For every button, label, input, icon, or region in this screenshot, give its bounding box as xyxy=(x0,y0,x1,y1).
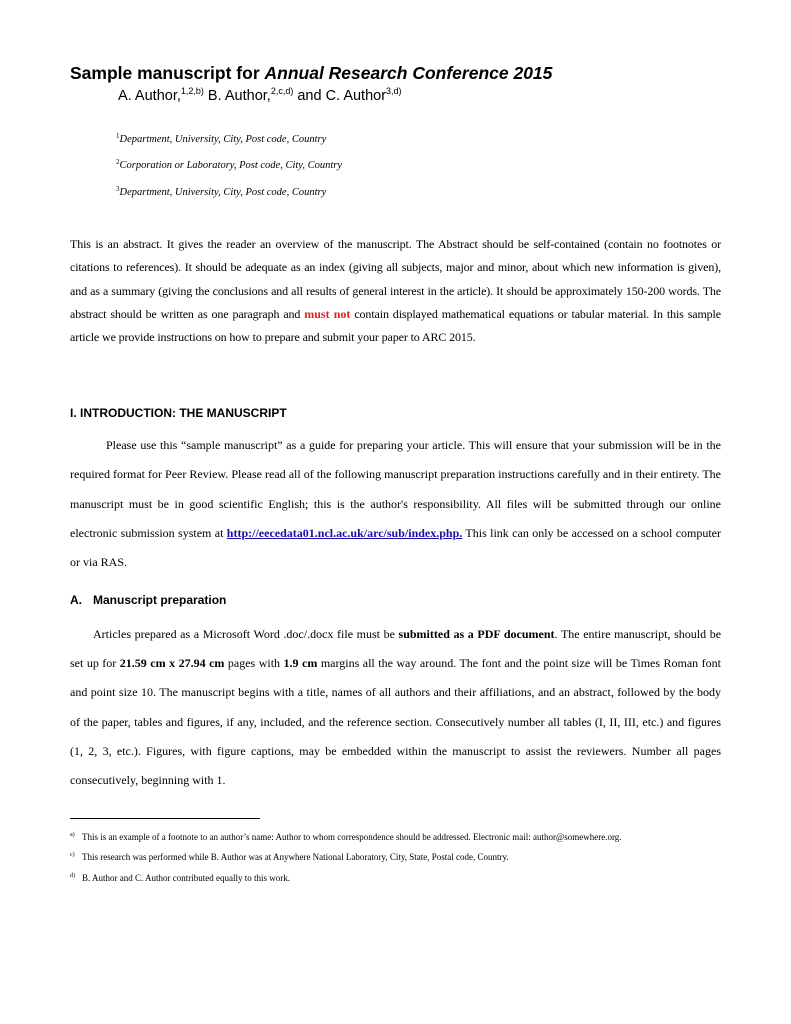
footnote-text: B. Author and C. Author contributed equally to this work. xyxy=(82,873,290,883)
affiliation-marker: 3 xyxy=(116,185,120,193)
affiliation-marker: 2 xyxy=(116,158,120,166)
affiliation-3 xyxy=(116,187,326,198)
prep-bold-margin: 1.9 cm xyxy=(283,656,318,671)
prep-text: margins all the way around. The font and the point size will be Times Roman font and point size 10. The manuscript begins with a title, names of all authors and their affiliations, and an abstract, followed by the body of the paper, tables and figures, if any, included, and the reference section. Consecutively number all tables (I, II, III, etc.) and figures (1, 2, 3, etc.). Figures, with figure captions, may be embedded within the manuscript to assist the reviewers. Number all pages consecutively, beginning with 1. xyxy=(70,656,721,788)
intro-text-end: This link can only be accessed on a school computer or via RAS. xyxy=(70,525,722,570)
title-italic: Annual Research Conference 2015 xyxy=(264,63,553,83)
affiliation-2 xyxy=(116,160,342,171)
prep-bold-pdf: submitted as a PDF document xyxy=(398,627,555,641)
abstract xyxy=(70,233,721,349)
intro-text: Please use this “sample manuscript” as a guide for preparing your article. This will ensure that your submission will be in the required format for Peer Review. Please read all of the following manuscript preparation instructions carefully and in their entirety. The manuscript must be in good scientific English; this is the author's responsibility. All files will be submitted through our online electronic submission system at xyxy=(70,438,721,540)
affiliation-text: Corporation or Laboratory, Post code, City, Country xyxy=(119,160,343,171)
title-prefix: Sample manuscript for xyxy=(70,63,265,83)
intro-paragraph xyxy=(70,431,721,577)
prep-bold-page-size: 21.59 cm x 27.94 cm xyxy=(119,656,225,671)
manuscript-prep-paragraph xyxy=(70,620,721,795)
paper-title xyxy=(70,63,552,84)
subsection-number: A. xyxy=(70,593,82,607)
abstract-text: This is an abstract. It gives the reader an overview of the manuscript. The Abstract should be self-contained (contain no footnotes or citations to references). It should be adequate as an index (giving all subjects, major and minor, about which new information is given), and as a summary (giving the conclusions and all results of general interest in the article). It should be approximately 150-200 words. The abstract should be written as one paragraph and xyxy=(70,237,721,321)
prep-text: . The entire manuscript, should be set up for xyxy=(70,627,722,671)
author-1: A. Author, xyxy=(118,88,181,104)
affiliation-1 xyxy=(116,134,326,145)
submission-link[interactable]: http://eecedata01.ncl.ac.uk/arc/sub/index.php. xyxy=(226,525,463,540)
affiliation-marker: 1 xyxy=(116,132,120,140)
prep-text: pages with xyxy=(224,656,284,671)
author-2: B. Author, xyxy=(203,88,271,104)
author-3-affil: 3,d) xyxy=(386,86,402,96)
author-2-affil: 2,c,d) xyxy=(270,86,294,96)
footnote-divider xyxy=(70,818,260,819)
affiliation-text: Department, University, City, Post code, Country xyxy=(119,187,327,198)
subsection-title: Manuscript preparation xyxy=(93,593,227,607)
abstract-emphasis: must not xyxy=(304,306,351,321)
footnote-c: $^{c)}$ This research was performed while B. Author was at Anywhere National Laboratory, City, State, Postal code, Country. xyxy=(70,852,509,862)
footnote-text: This research was performed while B. Author was at Anywhere National Laboratory, City, State, Postal code, Country. xyxy=(82,852,509,862)
author-1-affil: 1,2,b) xyxy=(180,86,204,96)
footnote-text: This is an example of a footnote to an author’s name: Author to whom correspondence should be addressed. Electronic mail: author@somewhere.org. xyxy=(82,832,622,842)
author-list xyxy=(118,88,402,104)
abstract-text-end: contain displayed mathematical equations or tabular material. In this sample article we provide instructions on how to prepare and submit your paper to ARC 2015. xyxy=(70,306,721,345)
footnote-a: $^{a)}$ This is an example of a footnote to an author’s name: Author to whom correspondence should be addressed. Electronic mail: author@somewhere.org. xyxy=(70,832,622,842)
subsection-heading xyxy=(70,593,226,607)
prep-text: Articles prepared as a Microsoft Word .doc/.docx file must be xyxy=(93,627,399,641)
author-3: and C. Author xyxy=(293,88,387,104)
affiliation-text: Department, University, City, Post code, Country xyxy=(119,134,327,145)
section-heading: I. INTRODUCTION: THE MANUSCRIPT xyxy=(70,406,287,420)
footnote-d: $^{d)}$ B. Author and C. Author contributed equally to this work. xyxy=(70,873,290,883)
